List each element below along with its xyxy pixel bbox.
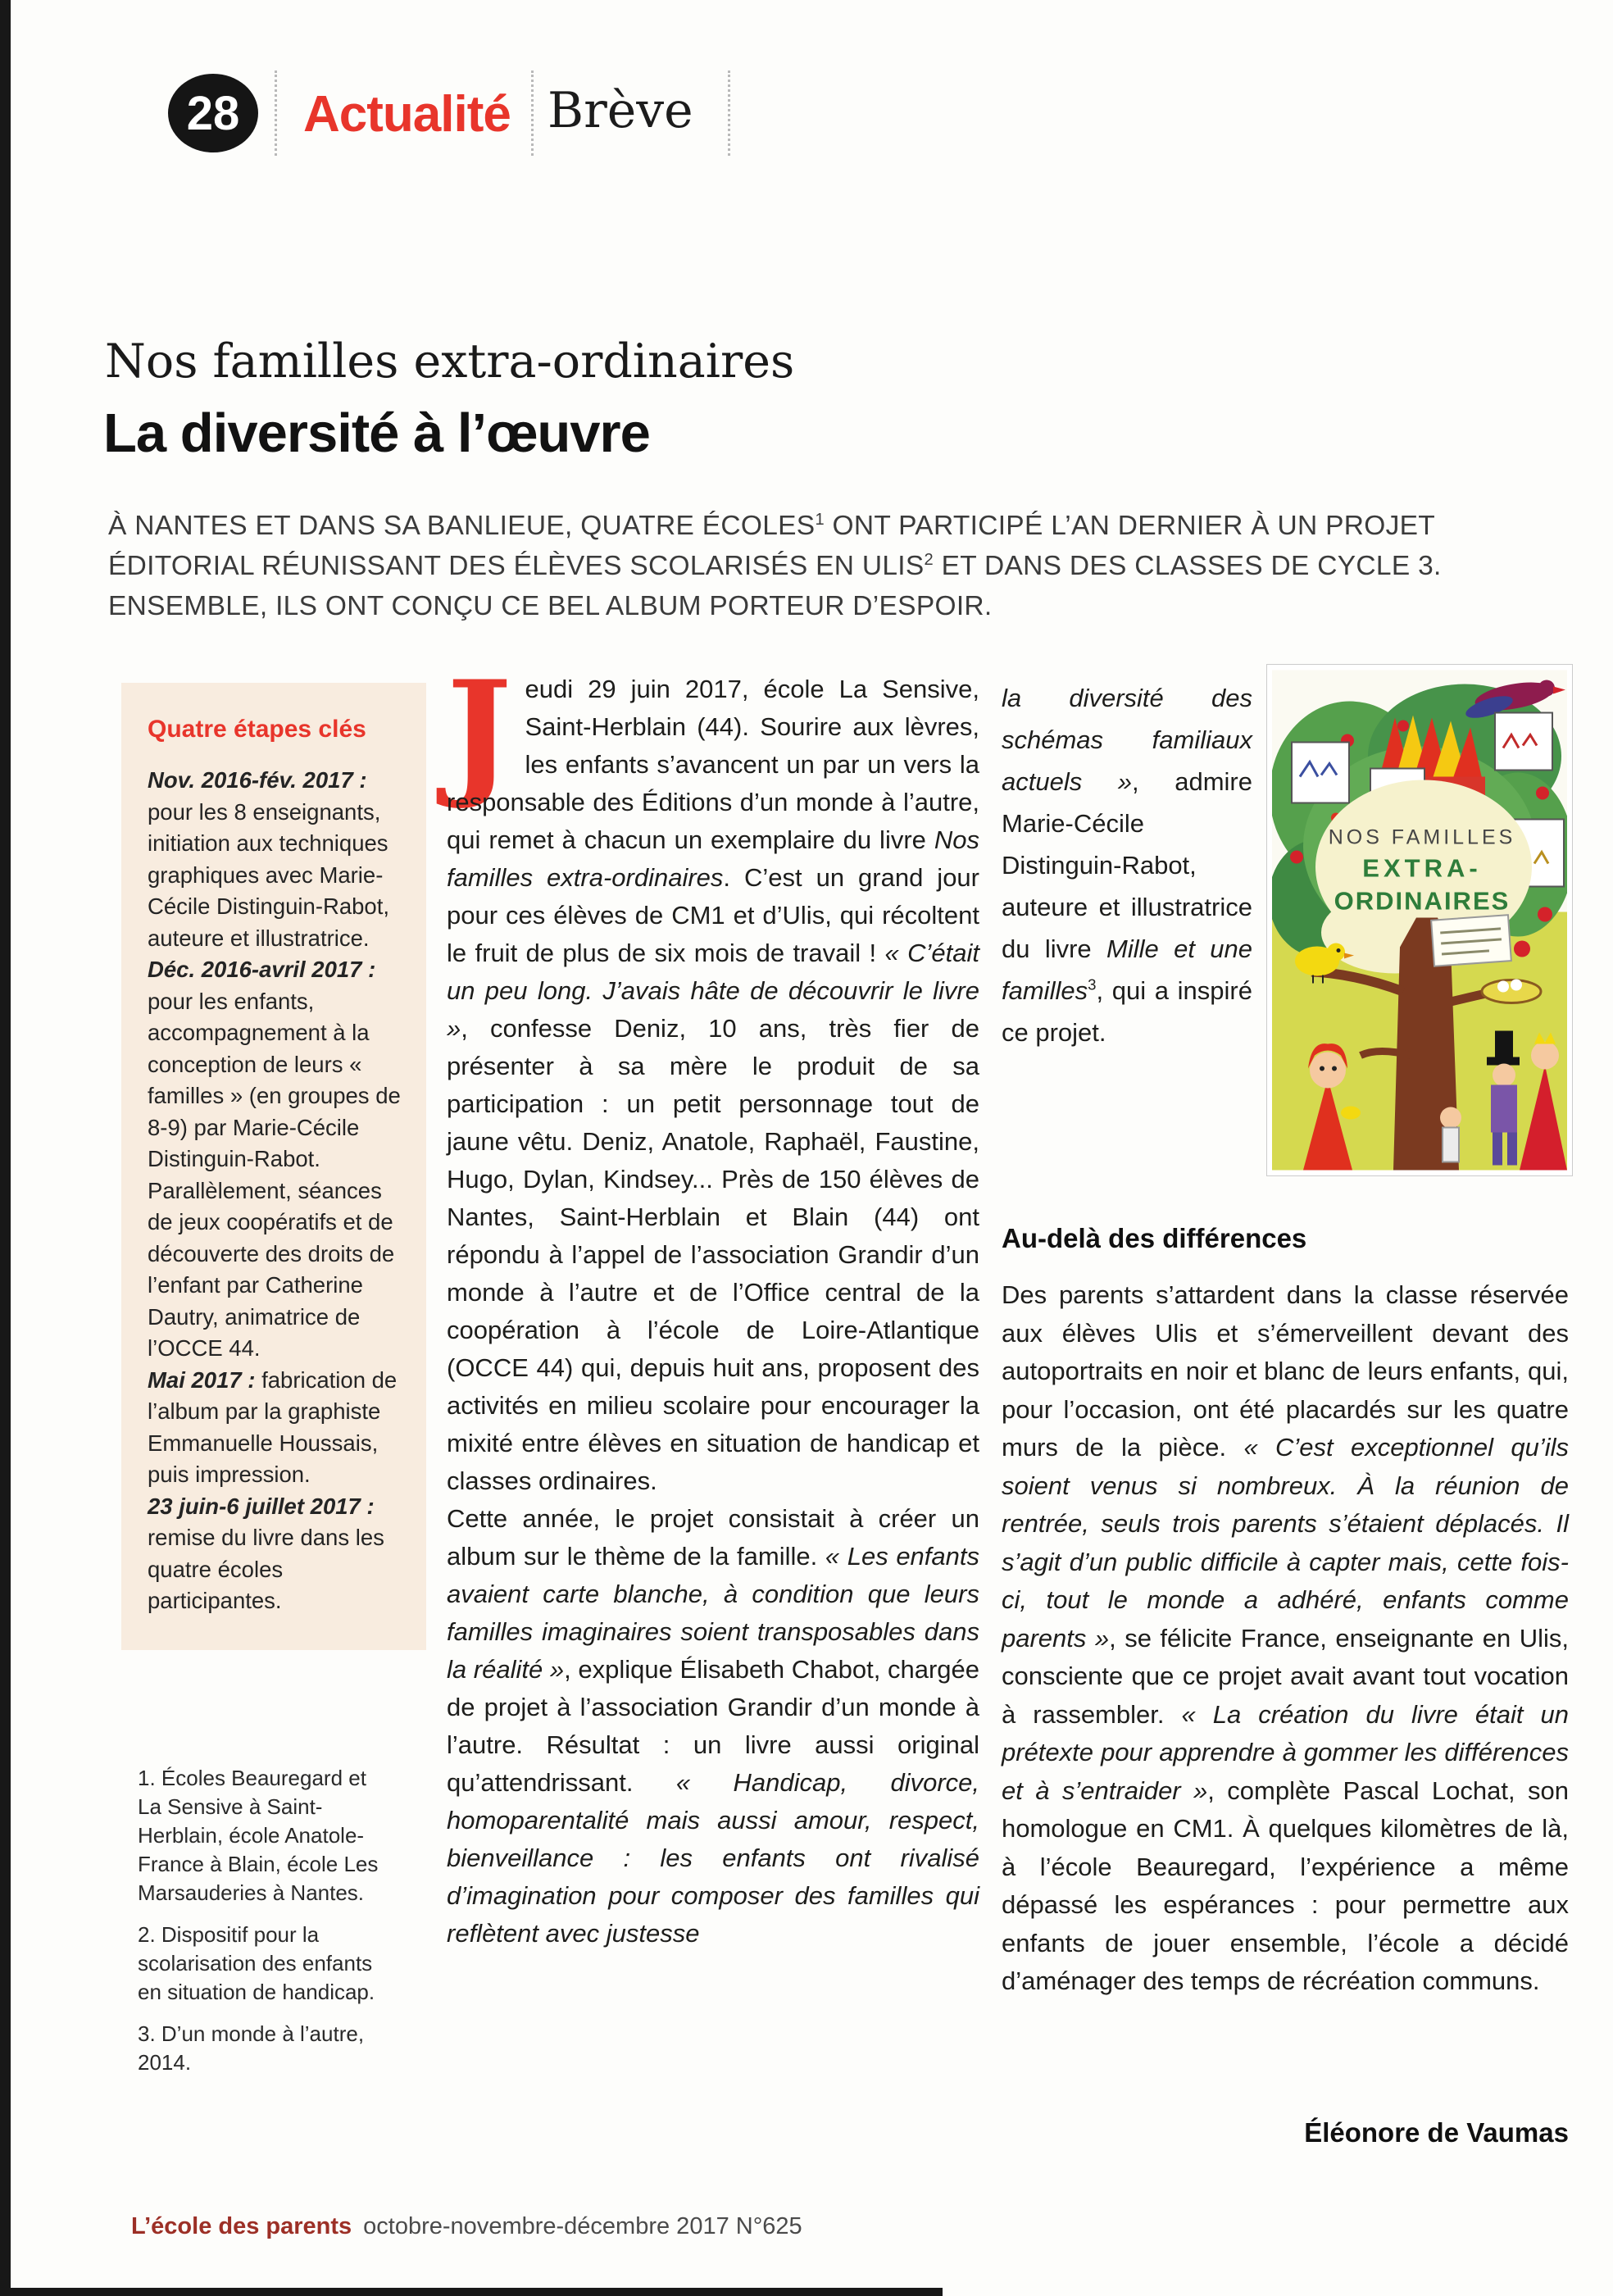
author-byline: Éléonore de Vaumas xyxy=(1289,2114,1569,2153)
footnotes xyxy=(138,1764,384,2090)
sidebar-step xyxy=(148,1491,402,1617)
footnote: 1. Écoles Beauregard et La Sensive à Saint-Herblain, école Anatole-France à Blain, école Les Marsauderies à Nantes. xyxy=(138,1766,379,1905)
article-column-1 xyxy=(447,650,980,1953)
article-title: La diversité à l’œuvre xyxy=(103,402,650,464)
cover-title-line1: NOS FAMILLES xyxy=(1328,825,1516,849)
section-label: Actualité xyxy=(303,86,511,143)
cover-title-line3: ORDINAIRES xyxy=(1334,886,1511,916)
header-divider xyxy=(531,70,534,156)
article-kicker: Nos familles extra-ordinaires xyxy=(105,334,795,389)
cover-kid-small xyxy=(1440,1107,1461,1162)
sidebar-key-steps xyxy=(121,683,426,1650)
step-date: 23 juin-6 juillet 2017 : xyxy=(148,1493,375,1519)
cover-title-line2: EXTRA- xyxy=(1362,853,1482,883)
page-number: 28 xyxy=(186,86,240,140)
step-text: pour les 8 enseignants, initiation aux techniques graphiques avec Marie-Cécile Distinguin-Rabot, auteure et illustratrice. xyxy=(148,798,389,951)
book-cover-photo xyxy=(1266,664,1573,1176)
issue-info: octobre-novembre-décembre 2017 N°625 xyxy=(363,2213,802,2239)
sidebar-step xyxy=(148,1365,402,1491)
step-date: Mai 2017 : xyxy=(148,1366,256,1393)
step-date: Nov. 2016-fév. 2017 : xyxy=(148,767,367,793)
header-divider xyxy=(728,70,730,156)
scan-edge-bottom xyxy=(0,2288,943,2296)
column-2-text: Des parents s’attardent dans la classe réservée aux élèves Ulis et s’émerveillent devant des autoportraits en noir et blanc de leurs enfants, qui, pour l’occasion, ont été placardés sur les quatre murs de la pièce. « C’est exceptionnel qu’ils soient venus si nombreux. À la réunion de rentrée, seuls trois parents s’étaient déplacés. Il s’agit d’un public difficile à capter mais, cette fois-ci, tout le monde a adhéré, enfants comme parents », se félicite France, enseignante en Ulis, consciente que ce projet avait avant tout vocation à rassembler. « La création du livre était un prétexte pour apprendre à gommer les différences et à s’entraider », complète Pascal Lochat, son homologue en CM1. À quelques kilomètres de là, à l’école Beauregard, l’expérience a même dépassé les espérances : pour permettre aux enfants de jouer ensemble, l’école a décidé d’aménager des temps de récréation communs. xyxy=(1002,1280,1569,1995)
scan-edge-left xyxy=(0,0,11,2296)
article-intro: À NANTES ET DANS SA BANLIEUE, QUATRE ÉCOLES$^1$ ONT PARTICIPÉ L’AN DERNIER À UN PROJET ÉDITORIAL RÉUNISSANT DES ÉLÈVES SCOLARISÉS EN ULIS$^2$ ET DANS DES CLASSES DE CYCLE 3. ENSEMBLE, ILS ONT CONÇU CE BEL ALBUM PORTEUR D’ESPOIR. xyxy=(108,510,1442,621)
page-footer xyxy=(131,2213,802,2240)
column-1-text: eudi 29 juin 2017, école La Sensive, Saint-Herblain (44). Sourire aux lèvres, les enfants s’avancent un par un vers la responsable des Éditions d’un monde à l’autre, qui remet à chacun un exemplaire du livre Nos familles extra-ordinaires. C’est un grand jour pour ces élèves de CM1 et d’Ulis, qui récoltent le fruit de plus de six mois de travail ! « C’était un peu long. J’avais hâte de découvrir le livre », confesse Deniz, 10 ans, très fier de présenter à sa mère le produit de sa participation : un petit personnage tout de jaune vêtu. Deniz, Anatole, Raphaël, Faustine, Hugo, Dylan, Kindsey... Près de 150 élèves de Nantes, Saint-Herblain et Blain (44) ont répondu à l’appel de l’association Grandir d’un monde à l’autre et de l’Office central de la coopération à l’école de Loire-Atlantique (OCCE 44) qui, depuis huit ans, proposent des activités en milieu scolaire pour encourager la mixité entre élèves en situation de handicap et classes ordinaires. Cette année, le projet consistait à créer un album sur le thème de la famille. « Les enfants avaient carte blanche, à condition que leurs familles imaginaires soient transposables dans la réalité », explique Élisabeth Chabot, chargée de projet à l’association Grandir d’un monde à l’autre. Résultat : un livre aussi original qu’attendrissant. « Handicap, divorce, homoparentalité mais aussi amour, respect, bienveillance : les enfants ont rivalisé d’imagination pour composer des familles qui reflètent avec justesse xyxy=(447,675,980,1948)
step-text: fabrication de l’album par la graphiste Emmanuelle Houssais, puis impression. xyxy=(148,1366,398,1487)
article-column-2-top: la diversité des schémas familiaux actuels », admire Marie-Cécile Distinguin-Rabot, auteure et illustratrice du livre Mille et une familles$^3$, qui a inspiré ce projet. xyxy=(1002,684,1253,1047)
sidebar-title: Quatre étapes clés xyxy=(148,716,366,743)
drop-cap: J xyxy=(447,650,512,812)
book-cover-illustration xyxy=(1272,670,1567,1171)
sidebar-step xyxy=(148,765,402,954)
magazine-name: L’école des parents xyxy=(131,2213,352,2239)
header-divider xyxy=(275,70,277,156)
step-text: pour les enfants, accompagnement à la conception de leurs « familles » (en groupes de 8-9) par Marie-Cécile Distinguin-Rabot. Parallèlement, séances de jeux coopératifs et de découverte des droits de l’enfant par Catherine Dautry, animatrice de l’OCCE 44. xyxy=(148,988,401,1361)
footnote: 2. Dispositif pour la scolarisation des enfants en situation de handicap. xyxy=(138,1922,375,2004)
section-heading: Au-delà des différences xyxy=(1002,1223,1307,1253)
step-date: Déc. 2016-avril 2017 : xyxy=(148,957,376,982)
cover-nest xyxy=(1482,980,1541,1003)
article-column-2-body xyxy=(1002,1276,1569,2147)
step-text: remise du livre dans les quatre écoles participantes. xyxy=(148,1525,384,1613)
page-number-badge xyxy=(168,74,258,152)
rubric-label: Brève xyxy=(548,82,693,139)
sidebar-step xyxy=(148,954,402,1365)
cover-sign xyxy=(1431,915,1511,966)
footnote: 3. D’un monde à l’autre, 2014. xyxy=(138,2021,365,2075)
